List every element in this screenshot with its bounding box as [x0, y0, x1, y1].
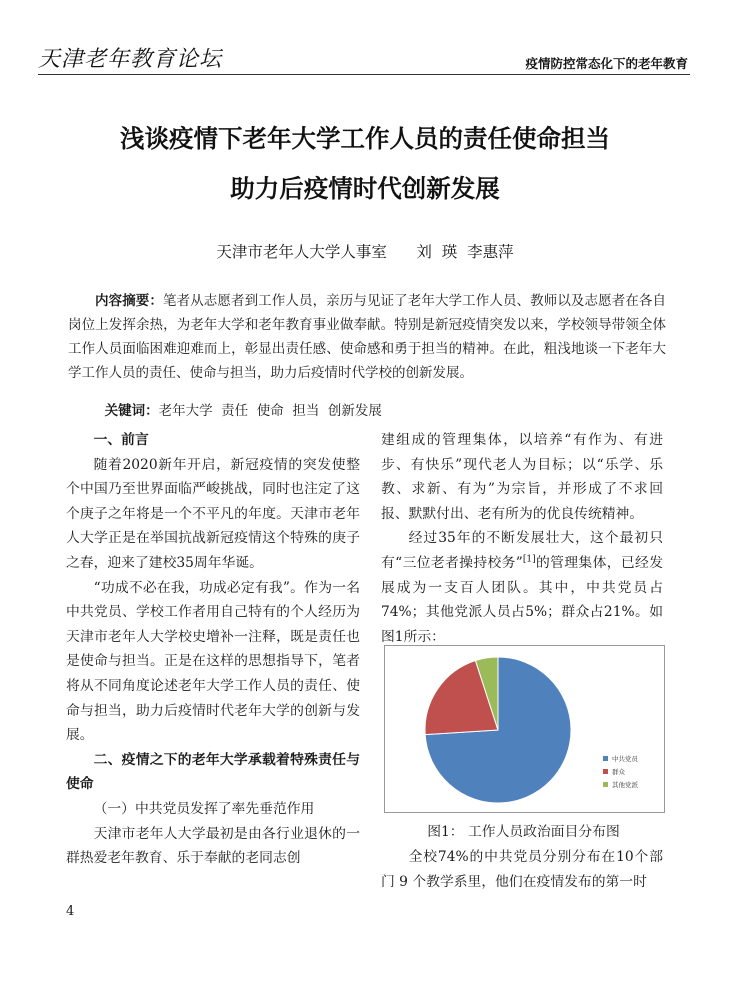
paragraph	[381, 526, 663, 649]
legend-item	[603, 765, 638, 778]
abstract-text: 笔者从志愿者到工作人员，亲历与见证了老年大学工作人员、教师以及志愿者在各自岗位上发挥余热，为老年大学和老年教育事业做奉献。特别是新冠疫情突发以来，学校领导带领全体工作人员面临困难迎难而上，彰显出责任感、使命感和勇于担当的精神。在此，粗浅地谈一下老年大学工作人员的责任、使命与担当，助力后疫情时代学校的创新发展。	[68, 293, 667, 381]
legend-swatch	[603, 782, 608, 787]
section-heading: 一、前言	[93, 432, 149, 448]
header-rule	[38, 74, 690, 75]
legend-swatch	[603, 756, 608, 761]
keywords-text: 老年大学 责任 使命 担当 创新发展	[158, 403, 382, 419]
right-column-continued	[381, 845, 663, 894]
legend-item	[603, 752, 638, 765]
legend-label: 群众	[612, 768, 625, 776]
left-column	[66, 428, 360, 871]
section-title: 疫情防控常态化下的老年教育	[525, 56, 688, 71]
page-number: 4	[66, 904, 75, 919]
article-title-line1: 浅谈疫情下老年大学工作人员的责任使命担当	[120, 124, 610, 153]
figure-caption: 图1： 工作人员政治面目分布图	[427, 824, 620, 840]
paragraph-text: 的管理集体，已经发展成为一支百人团队。其中，中共党员占74%；其他党派人员占5%；群众占21%。如图1所示：	[381, 554, 664, 645]
section-heading: 二、疫情之下的老年大学承载着特殊责任与使命	[66, 751, 360, 793]
paragraph: “功成不必在我，功成必定有我”。作为一名中共党员、学校工作者用自己特有的个人经历为天津市老年人大学校史增补一注释，既是责任也是使命与担当。正是在这样的思想指导下，笔者将从不同角度论述老年大学工作人员的责任、使命与担当，助力后疫情时代老年大学的创新与发展。	[66, 579, 360, 744]
keywords	[96, 383, 382, 419]
abstract	[68, 289, 666, 385]
pie-slices	[425, 657, 571, 803]
citation-ref: [1]	[522, 554, 536, 565]
right-column	[381, 428, 663, 649]
legend-label: 中共党员	[612, 755, 638, 763]
abstract-label: 内容摘要：	[95, 293, 163, 309]
authors: 天津市老年人大学人事室 刘 瑛 李惠萍	[216, 243, 514, 261]
subsection-heading: （一）中共党员发挥了率先垂范作用	[93, 800, 315, 817]
paragraph: 建组成的管理集体，以培养“有作为、有进步、有快乐”现代老人为目标；以“乐学、乐教、求新、有为”为宗旨，并形成了不求回报、默默付出、老有所为的优良传统精神。	[381, 432, 663, 522]
keywords-label: 关键词：	[104, 403, 159, 419]
legend-label: 其他党派	[612, 781, 638, 789]
legend-swatch	[603, 769, 608, 774]
legend-item	[603, 778, 638, 791]
paragraph: 随着2020新年开启，新冠疫情的突发使整个中国乃至世界面临严峻挑战，同时也注定了这个庚子之年将是一个不平凡的年度。天津市老年人大学正是在举国抗战新冠疫情这个特殊的庚子之春，迎来了建校35周年华诞。	[66, 456, 360, 571]
journal-logo: 天津老年教育论坛	[38, 47, 223, 72]
paragraph-text: 经过35年的不断发展壮大，这个最初只有“三位老者操持校务”	[381, 530, 663, 571]
article-title-line2: 助力后疫情时代创新发展	[230, 174, 500, 203]
chart-legend	[603, 752, 638, 791]
paragraph: 全校74%的中共党员分别分布在10个部门 9 个教学系里，他们在疫情发布的第一时	[381, 849, 663, 890]
pie-chart-frame	[384, 645, 665, 813]
paragraph: 天津市老年人大学最初是由各行业退休的一群热爱老年教育、乐于奉献的老同志创	[66, 825, 360, 867]
